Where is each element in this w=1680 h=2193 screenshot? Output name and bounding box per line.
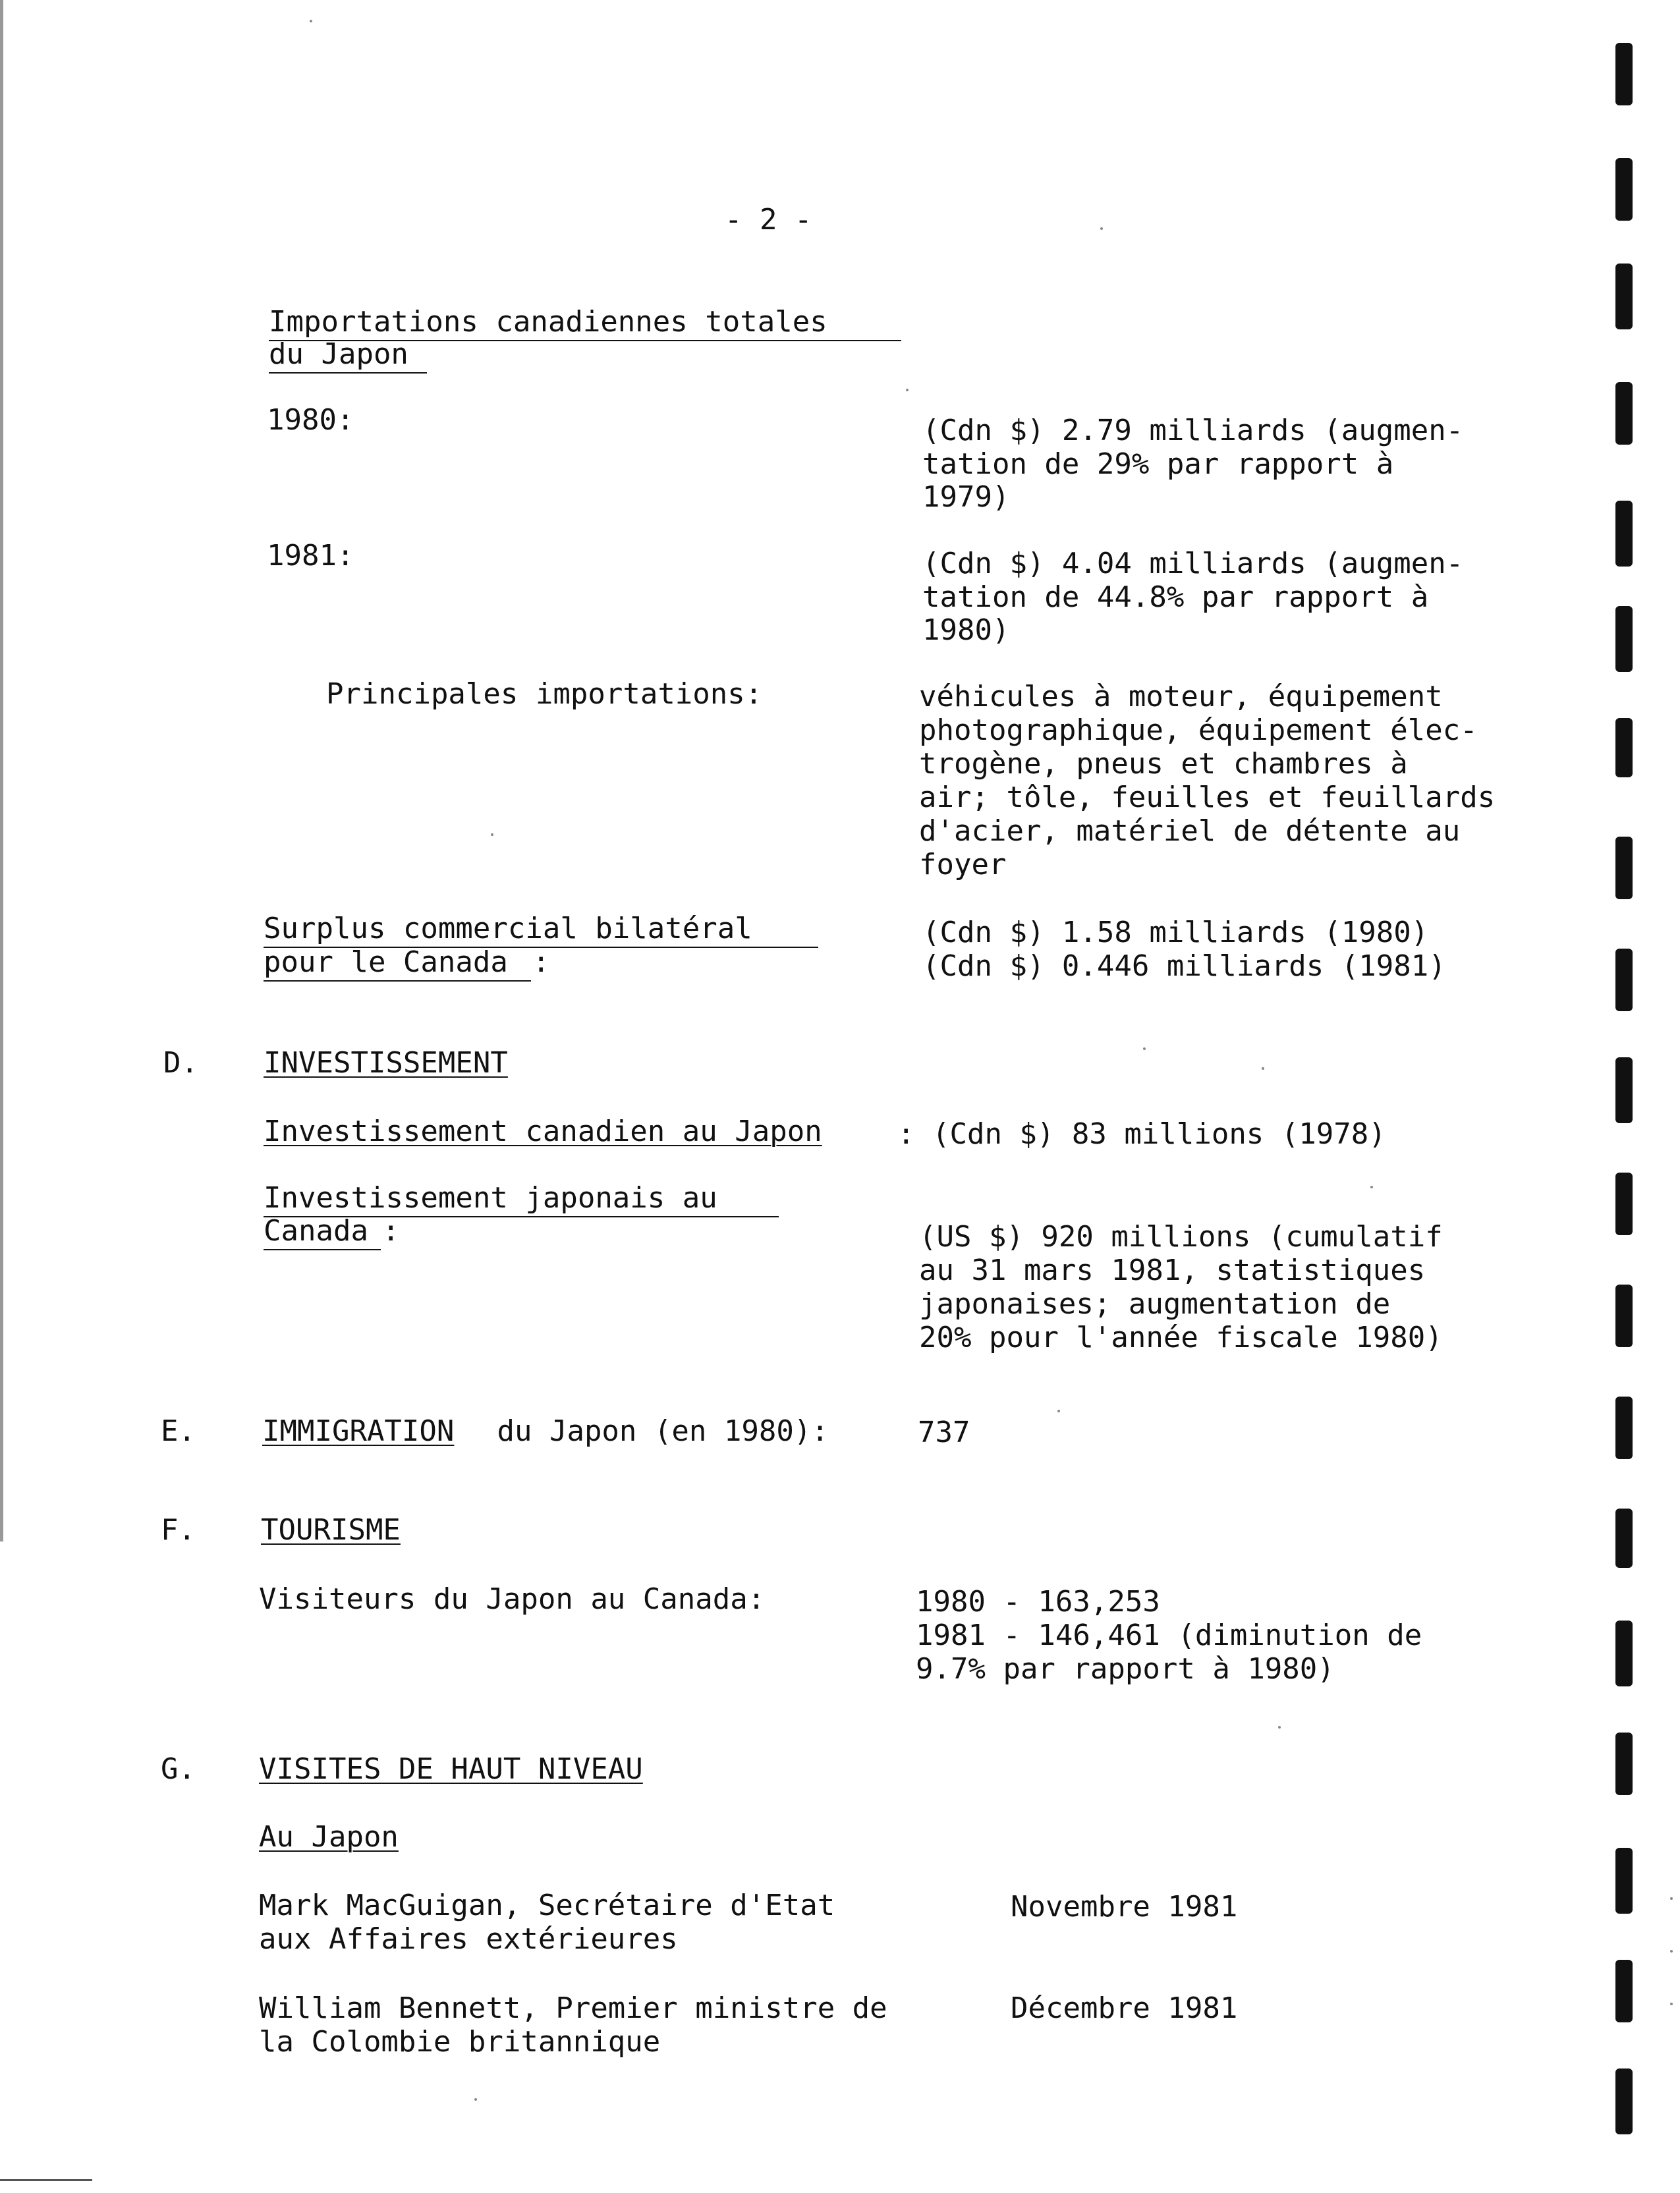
japanese-investment-value: japonaises; augmentation de — [919, 1287, 1391, 1321]
scan-speck — [491, 833, 493, 836]
japanese-investment-label-line1: Investissement japonais au — [264, 1181, 717, 1215]
visit-2-date: Décembre 1981 — [1011, 1991, 1238, 2025]
visit-1-date: Novembre 1981 — [1011, 1890, 1238, 1924]
scan-bottom-rule — [0, 2179, 92, 2181]
scan-speck — [1670, 1950, 1673, 1953]
principal-imports-value: véhicules à moteur, équipement — [919, 680, 1443, 713]
page-number: - 2 - — [725, 203, 812, 236]
surplus-label-colon: : — [532, 945, 550, 979]
japanese-investment-underline — [264, 1249, 381, 1250]
visitors-label: Visiteurs du Japon au Canada: — [259, 1582, 766, 1616]
principal-imports-value: d'acier, matériel de détente au — [919, 814, 1461, 848]
binder-mark — [1615, 382, 1633, 445]
binder-mark — [1615, 949, 1633, 1011]
principal-imports-value: air; tôle, feuilles et feuillards — [919, 781, 1496, 814]
binder-mark — [1615, 1173, 1633, 1235]
surplus-label-underline — [264, 980, 531, 982]
section-g-title: VISITES DE HAUT NIVEAU — [259, 1752, 643, 1786]
imports-heading-underline — [269, 372, 427, 374]
section-f-letter: F. — [161, 1513, 196, 1547]
visit-1-name: Mark MacGuigan, Secrétaire d'Etat — [259, 1889, 835, 1922]
japanese-investment-value: (US $) 920 millions (cumulatif — [919, 1220, 1443, 1254]
imports-heading-line1: Importations canadiennes totales — [269, 305, 827, 339]
surplus-label-line2: pour le Canada — [264, 945, 508, 979]
scan-speck — [1262, 1067, 1264, 1070]
binder-mark — [1615, 43, 1633, 105]
binder-mark — [1615, 1848, 1633, 1914]
japanese-investment-value: au 31 mars 1981, statistiques — [919, 1254, 1426, 1287]
immigration-value: 737 — [918, 1416, 970, 1449]
surplus-value: (Cdn $) 0.446 milliards (1981) — [922, 949, 1446, 983]
principal-imports-value: foyer — [919, 848, 1007, 881]
scan-speck — [310, 20, 312, 22]
visit-1-name: aux Affaires extérieures — [259, 1922, 678, 1956]
year-1981-value: 1980) — [922, 613, 1010, 647]
japanese-investment-label-colon: : — [382, 1214, 400, 1248]
canadian-investment-value: : (Cdn $) 83 millions (1978) — [897, 1117, 1386, 1151]
year-1980-value: (Cdn $) 2.79 milliards (augmen- — [922, 414, 1464, 447]
scan-speck — [1278, 1726, 1281, 1729]
scan-speck — [1057, 1410, 1060, 1412]
year-1980-label: 1980: — [267, 403, 354, 437]
binder-mark — [1615, 158, 1633, 221]
surplus-label-line1: Surplus commercial bilatéral — [264, 912, 752, 945]
japanese-investment-value: 20% pour l'année fiscale 1980) — [919, 1321, 1443, 1354]
binder-mark — [1615, 1285, 1633, 1347]
visit-2-name: la Colombie britannique — [259, 2025, 661, 2059]
principal-imports-value: trogène, pneus et chambres à — [919, 747, 1408, 781]
scan-speck — [1670, 2003, 1673, 2005]
principal-imports-value: photographique, équipement élec- — [919, 713, 1478, 747]
year-1981-value: (Cdn $) 4.04 milliards (augmen- — [922, 547, 1464, 580]
canadian-investment-label: Investissement canadien au Japon — [264, 1115, 822, 1148]
imports-heading-line2: du Japon — [269, 337, 408, 371]
year-1980-value: 1979) — [922, 480, 1010, 514]
binder-mark — [1615, 1057, 1633, 1123]
section-g-letter: G. — [161, 1752, 196, 1786]
principal-imports-label: Principales importations: — [326, 677, 763, 711]
section-e-rest: du Japon (en 1980): — [480, 1414, 829, 1448]
section-d-letter: D. — [163, 1046, 198, 1080]
binder-mark — [1615, 1397, 1633, 1459]
scan-speck — [1143, 1047, 1146, 1050]
section-e-title: IMMIGRATION — [262, 1414, 455, 1448]
binder-mark — [1615, 1621, 1633, 1686]
binder-mark — [1615, 2068, 1633, 2134]
scan-edge-line — [0, 0, 3, 1541]
binder-mark — [1615, 264, 1633, 329]
binder-mark — [1615, 1509, 1633, 1568]
surplus-value: (Cdn $) 1.58 milliards (1980) — [922, 916, 1429, 949]
year-1980-value: tation de 29% par rapport à — [922, 447, 1394, 481]
binder-mark — [1615, 501, 1633, 567]
scan-speck — [1670, 1897, 1673, 1900]
visit-2-name: William Bennett, Premier ministre de — [259, 1991, 887, 2025]
year-1981-label: 1981: — [267, 539, 354, 572]
scan-speck — [474, 2098, 477, 2101]
section-e-letter: E. — [161, 1414, 196, 1448]
binder-mark — [1615, 837, 1633, 899]
binder-mark — [1615, 718, 1633, 777]
section-f-title: TOURISME — [261, 1513, 401, 1547]
scan-speck — [906, 389, 909, 391]
visitors-value: 9.7% par rapport à 1980) — [916, 1652, 1335, 1686]
scan-speck — [1100, 227, 1103, 230]
visitors-value: 1981 - 146,461 (diminution de — [916, 1619, 1422, 1652]
binder-mark — [1615, 1960, 1633, 2022]
binder-mark — [1615, 606, 1633, 672]
visits-subheading: Au Japon — [259, 1820, 399, 1854]
section-d-title: INVESTISSEMENT — [264, 1046, 508, 1080]
year-1981-value: tation de 44.8% par rapport à — [922, 580, 1429, 614]
japanese-investment-label-line2: Canada — [264, 1214, 368, 1248]
visitors-value: 1980 - 163,253 — [916, 1585, 1160, 1619]
scan-speck — [1370, 1186, 1373, 1188]
binder-mark — [1615, 1733, 1633, 1795]
